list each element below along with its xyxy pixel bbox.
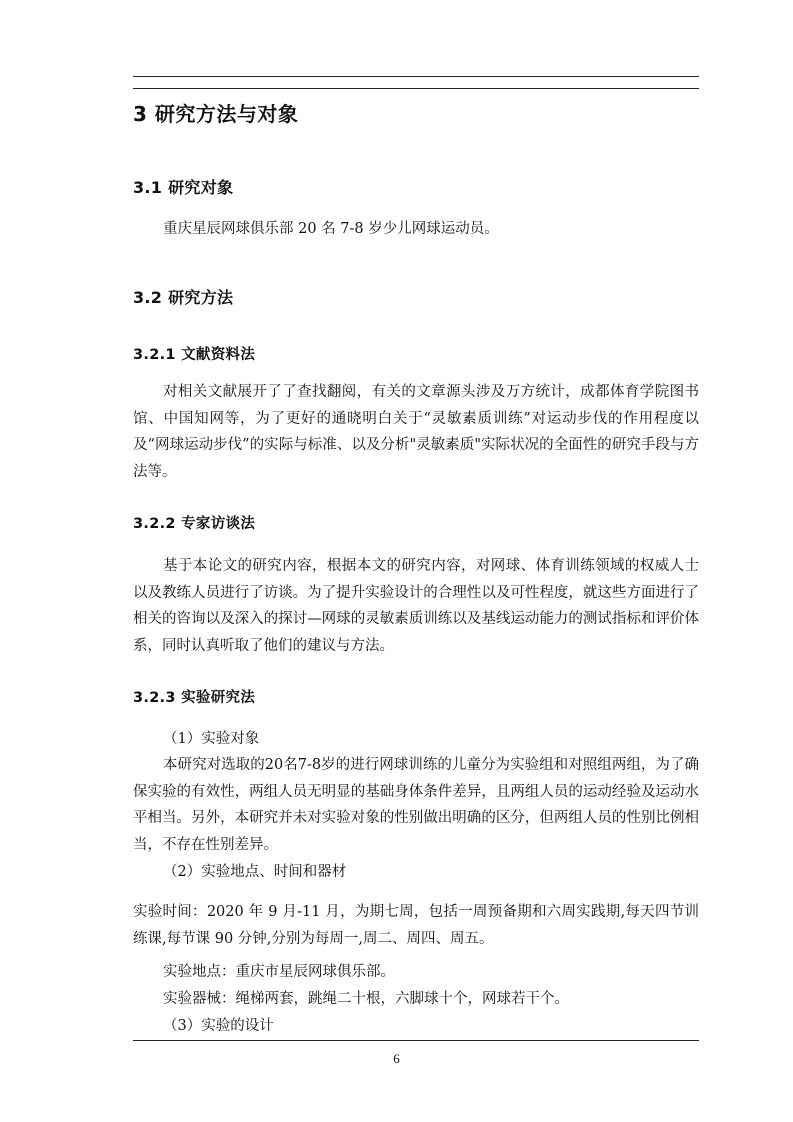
experiment-place: 实验地点：重庆市星辰网球俱乐部。 (163, 964, 395, 980)
experiment-equipment: 实验器械：绳梯两套，跳绳二十根，六脚球十个，网球若干个。 (163, 991, 569, 1007)
subsection-heading-3-2-3: 3.2.3 实验研究法 (133, 690, 256, 706)
literature-paragraph: 对相关文献展开了了查找翻阅，有关的文章源头涉及万方统计，成都体育学院图书馆、中国知网等，为了更好的通晓明白关于“灵敏素质训练”对运动步伐的作用程度以及“网球运动步伐”的实际与标准、以及分析"灵敏素质"实际状况的全面性的研究手段与方法等。 (133, 384, 699, 480)
experiment-item-3: （3）实验的设计 (163, 1018, 274, 1034)
section-heading-3-2: 3.2 研究方法 (133, 288, 234, 307)
subjects-paragraph: 重庆星辰网球俱乐部 20 名 7-8 岁少儿网球运动员。 (163, 221, 499, 237)
subsection-heading-3-2-1: 3.2.1 文献资料法 (133, 347, 256, 363)
header-rule-bottom (133, 88, 699, 89)
experiment-subjects-paragraph: 本研究对选取的20名7-8岁的进行网球训练的儿童分为实验组和对照组两组，为了确保实验的有效性，两组人员无明显的基础身体条件差异，且两组人员的运动经验及运动水平相当。另外，本研究并未对实验对象的性别做出明确的区分，但两组人员的性别比例相当，不存在性别差异。 (133, 757, 699, 853)
experiment-item-1: （1）实验对象 (163, 731, 260, 747)
section-heading-3-1: 3.1 研究对象 (133, 178, 234, 197)
header-rule-top (133, 76, 699, 77)
page-number: 6 (393, 1051, 400, 1066)
chapter-heading: 3 研究方法与对象 (133, 102, 299, 126)
footer-rule (133, 1040, 699, 1041)
experiment-item-2: （2）实验地点、时间和器材 (163, 864, 347, 880)
subsection-heading-3-2-2: 3.2.2 专家访谈法 (133, 516, 256, 532)
interview-paragraph: 基于本论文的研究内容，根据本文的研究内容，对网球、体育训练领域的权威人士以及教练人员进行了访谈。为了提升实验设计的合理性以及可性程度，就这些方面进行了相关的咨询以及深入的探讨—网球的灵敏素质训练以及基线运动能力的测试指标和评价体系，同时认真听取了他们的建议与方法。 (133, 558, 699, 654)
experiment-time-paragraph: 实验时间：2020 年 9 月-11 月，为期七周，包括一周预备期和六周实践期,每天四节训练课,每节课 90 分钟,分别为每周一,周二、周四、周五。 (133, 904, 699, 947)
